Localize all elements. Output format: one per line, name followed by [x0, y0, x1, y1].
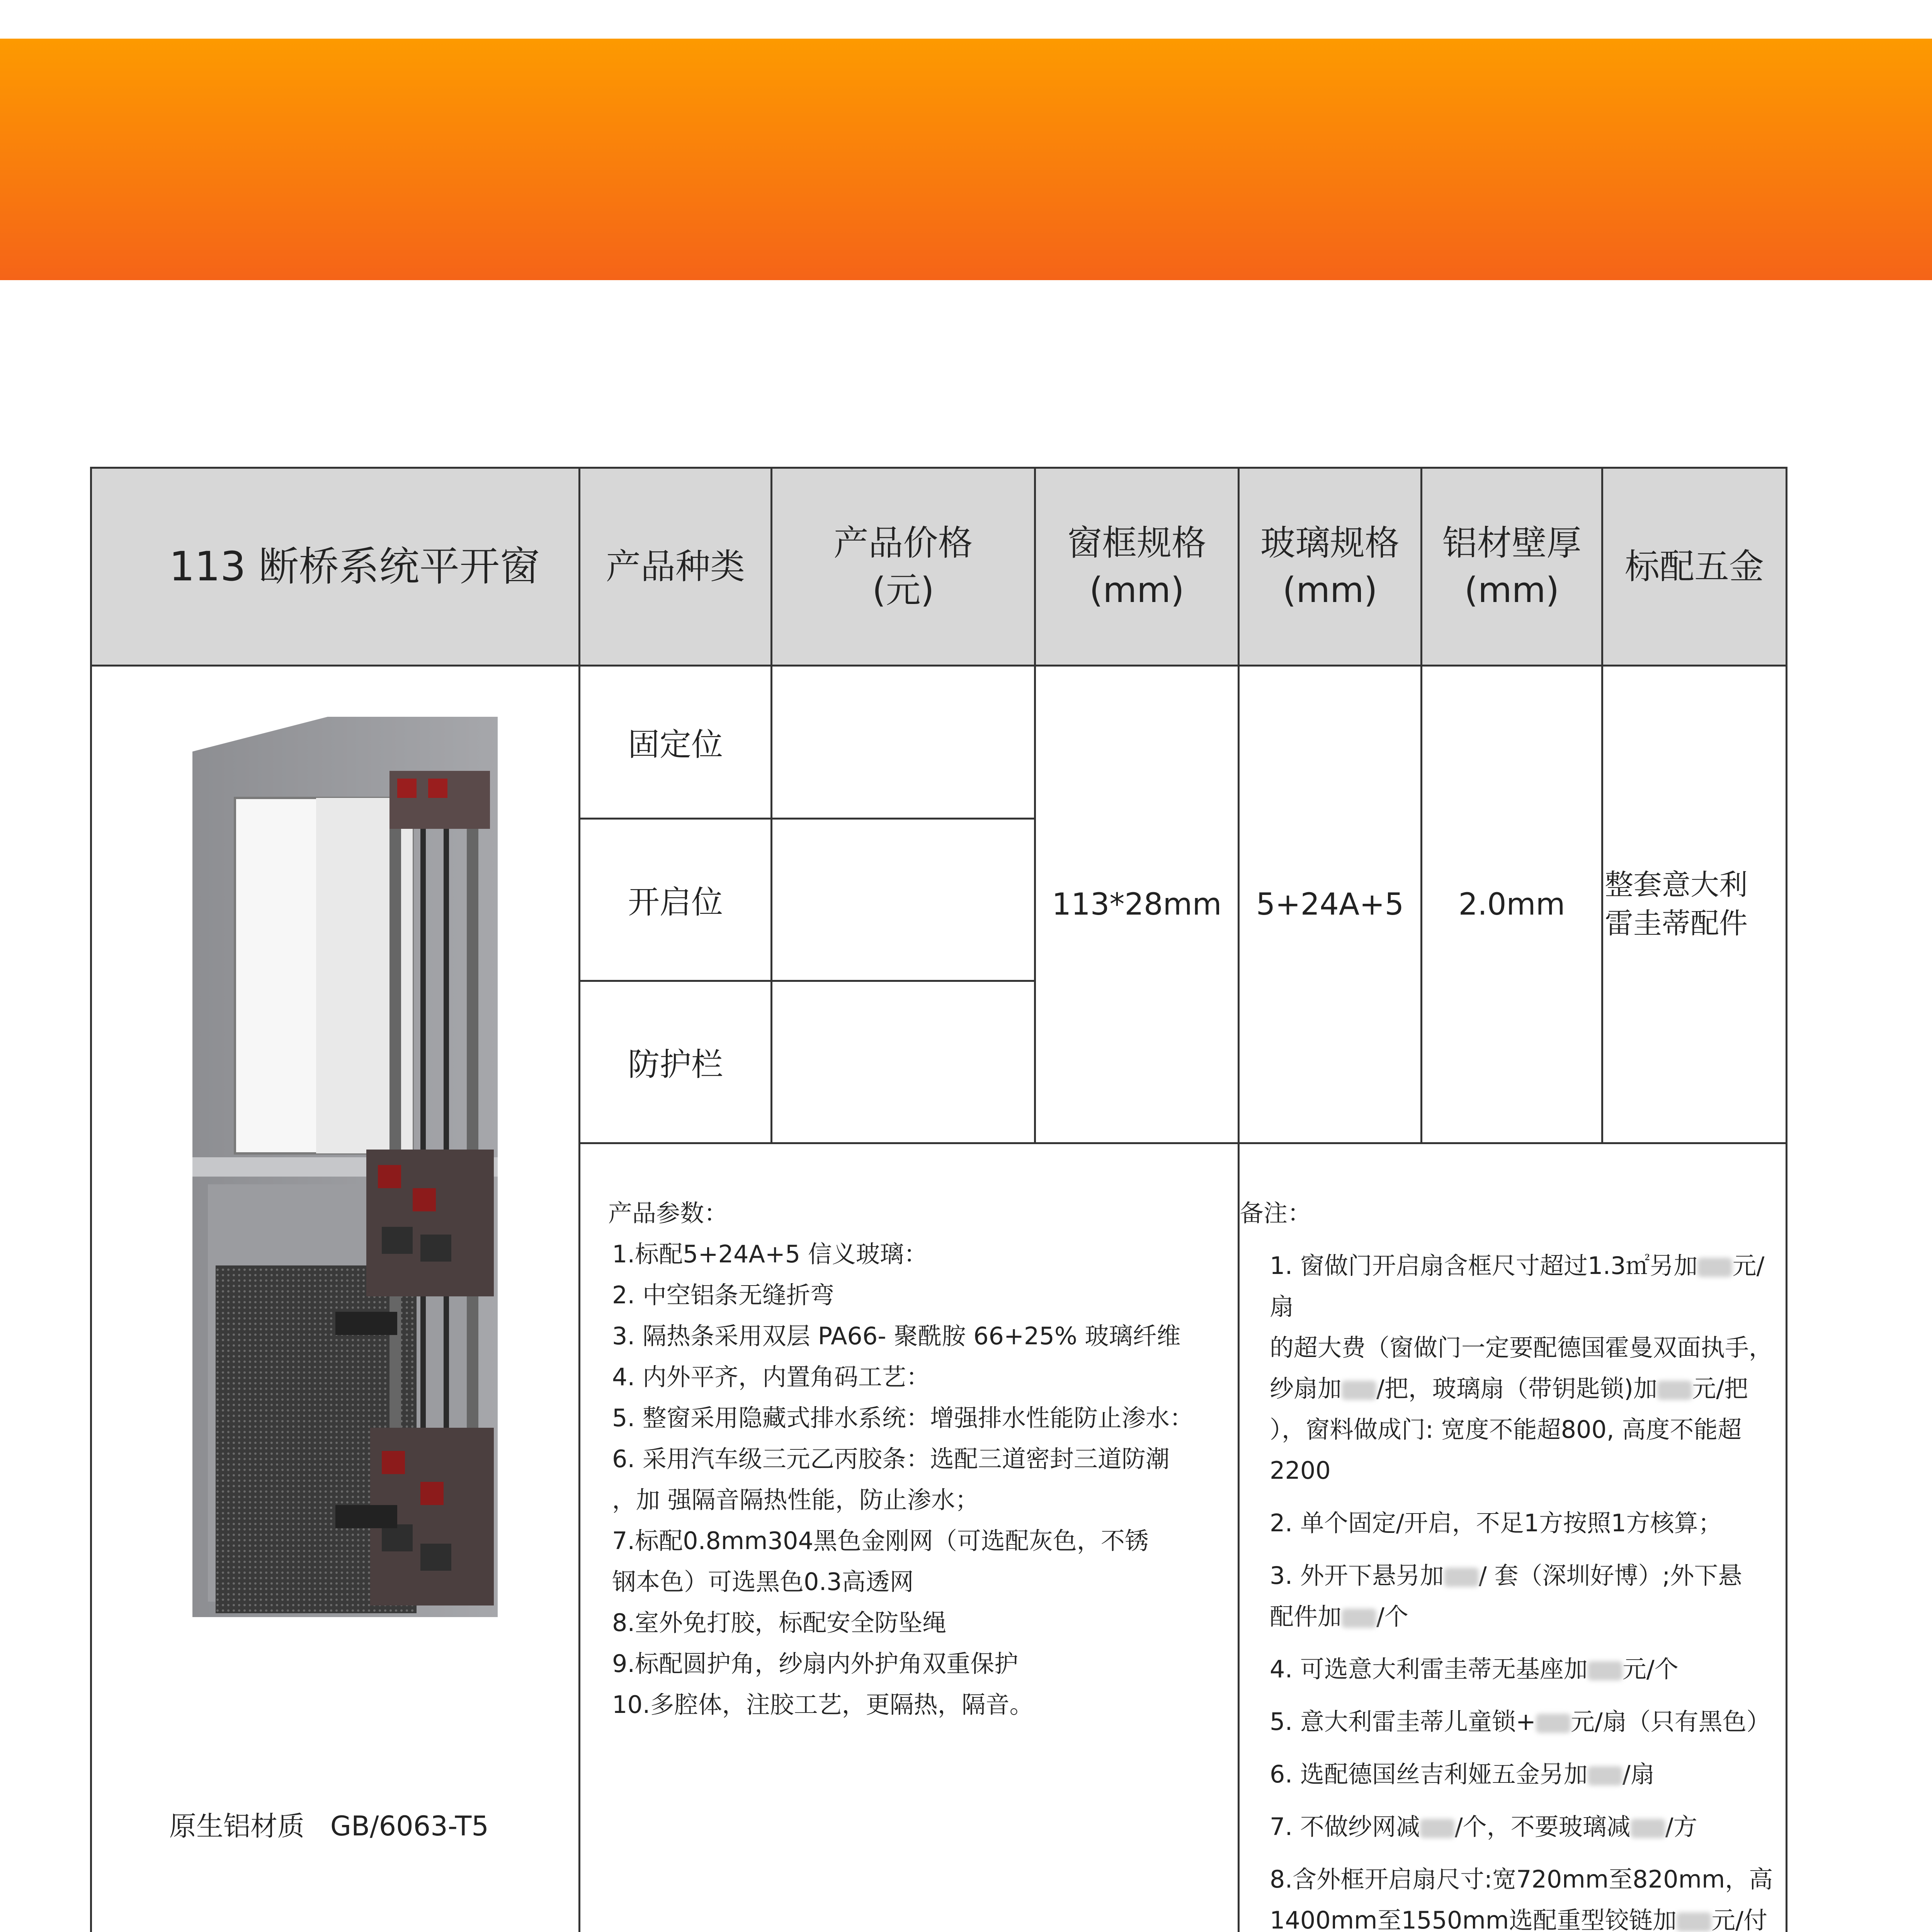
- remark-item: [1240, 1555, 1786, 1637]
- redacted-price: [1420, 1819, 1455, 1838]
- redacted-price: [1444, 1568, 1479, 1587]
- price-opening: [772, 819, 1035, 981]
- remark-item: 2. 单个固定/开启，不足1方按照1方核算；: [1270, 1509, 1722, 1537]
- remark-text: 6. 选配德国丝吉利娅五金另加: [1270, 1760, 1588, 1788]
- redacted-price: [1657, 1381, 1692, 1400]
- glass-spec-value: 5+24A+5: [1239, 666, 1422, 1143]
- remark-text: /扇: [1622, 1760, 1655, 1788]
- remark-item: [1240, 1245, 1786, 1491]
- param-item: 4. 内外平齐，内置角码工艺：: [612, 1363, 930, 1391]
- frame-spec-value: 113*28mm: [1035, 666, 1239, 1143]
- remark-item: [1240, 1701, 1786, 1742]
- product-spec-table: [90, 467, 1787, 1932]
- param-item: 7.标配0.8mm304黑色金刚网（可选配灰色，不锈: [612, 1527, 1149, 1555]
- category-fixed: 固定位: [580, 666, 772, 819]
- redacted-price: [1677, 1912, 1711, 1932]
- window-profile-image: [150, 694, 536, 1698]
- product-params-cell: [580, 1143, 1239, 1932]
- header-price: 产品价格 (元): [772, 468, 1035, 666]
- remark-text: /个: [1376, 1602, 1408, 1631]
- price-fixed: [772, 666, 1035, 819]
- param-item: 8.室外免打胶，标配安全防坠绳: [612, 1609, 947, 1637]
- param-item: 1.标配5+24A+5 信义玻璃：: [612, 1240, 928, 1268]
- remark-text: 元/扇: [1270, 1252, 1765, 1321]
- remark-text: / 套（深圳好博）;外下悬: [1478, 1561, 1742, 1590]
- category-opening: 开启位: [580, 819, 772, 981]
- header-glass-spec: 玻璃规格 (mm): [1239, 468, 1422, 666]
- table-row: [91, 666, 1787, 819]
- remark-item: [1240, 1806, 1786, 1847]
- product-title: 113 断桥系统平开窗: [91, 468, 580, 666]
- param-item: 10.多腔体，注胶工艺，更隔热，隔音。: [612, 1690, 1034, 1719]
- remark-text: 元/把: [1692, 1374, 1748, 1403]
- param-item: 6. 采用汽车级三元乙丙胶条：选配三道密封三道防潮: [612, 1445, 1170, 1473]
- redacted-price: [1342, 1381, 1376, 1400]
- remark-text: 元/个: [1622, 1655, 1679, 1683]
- remark-text: 元/付: [1711, 1906, 1768, 1932]
- param-item: 钢本色）可选黑色0.3高透网: [612, 1568, 914, 1596]
- remark-text: 配件加: [1270, 1602, 1342, 1631]
- remark-text: 的超大费（窗做门一定要配德国霍曼双面执手，: [1270, 1333, 1773, 1362]
- remark-item: [1240, 1754, 1786, 1795]
- remark-text: ），窗料做成门: 宽度不能超800, 高度不能超: [1270, 1415, 1742, 1444]
- top-orange-banner: [0, 39, 1932, 280]
- header-category: 产品种类: [580, 468, 772, 666]
- material-spec-label: 原生铝材质 GB/6063-T5: [169, 1810, 489, 1842]
- price-guardrail: [772, 981, 1035, 1143]
- param-item: ，加 强隔音隔热性能，防止渗水；: [612, 1486, 979, 1514]
- redacted-price: [1588, 1766, 1622, 1786]
- redacted-price: [1342, 1609, 1376, 1628]
- param-item: 5. 整窗采用隐藏式排水系统：增强排水性能防止渗水：: [612, 1404, 1194, 1432]
- remarks: [1240, 1144, 1786, 1932]
- param-item: 9.标配圆护角，纱扇内外护角双重保护: [612, 1650, 1019, 1678]
- remark-text: 1. 窗做门开启扇含框尺寸超过1.3㎡另加: [1270, 1252, 1698, 1280]
- remark-text: 1400mm至1550mm选配重型铰链加: [1270, 1906, 1677, 1932]
- remark-text: 4. 可选意大利雷圭蒂无基座加: [1270, 1655, 1588, 1683]
- remark-text: 纱扇加: [1270, 1374, 1342, 1403]
- wall-thickness-value: 2.0mm: [1422, 666, 1602, 1143]
- param-item: 2. 中空铝条无缝折弯: [612, 1281, 834, 1309]
- remark-item: [1240, 1649, 1786, 1690]
- product-params: [580, 1144, 1238, 1725]
- remark-text: 7. 不做纱网减: [1270, 1813, 1420, 1841]
- remarks-cell: [1239, 1143, 1787, 1932]
- header-wall-thickness: 铝材壁厚 (mm): [1422, 468, 1602, 666]
- header-frame-spec: 窗框规格 (mm): [1035, 468, 1239, 666]
- remark-text: 元/扇（只有黑色）: [1570, 1708, 1770, 1736]
- hardware-value: 整套意大利 雷圭蒂配件: [1602, 666, 1787, 1143]
- category-guardrail: 防护栏: [580, 981, 772, 1143]
- remark-text: /把，玻璃扇（带钥匙锁)加: [1376, 1374, 1658, 1403]
- remark-text: 8.含外框开启扇尺寸:宽720mm至820mm，高: [1270, 1865, 1773, 1893]
- redacted-price: [1697, 1258, 1732, 1277]
- remark-text: 2200: [1270, 1456, 1331, 1485]
- remarks-heading: 备注：: [1240, 1199, 1312, 1227]
- redacted-price: [1536, 1714, 1571, 1733]
- remark-item: [1240, 1859, 1786, 1932]
- header-hardware: 标配五金: [1602, 468, 1787, 666]
- remark-text: /个，不要玻璃减: [1454, 1813, 1631, 1841]
- remark-text: /方: [1665, 1813, 1697, 1841]
- table-header-row: [91, 468, 1787, 666]
- params-heading: 产品参数：: [608, 1199, 728, 1227]
- product-image-cell: [91, 666, 580, 1932]
- remark-text: 5. 意大利雷圭蒂儿童锁+: [1270, 1708, 1536, 1736]
- param-item: 3. 隔热条采用双层 PA66- 聚酰胺 66+25% 玻璃纤维: [612, 1322, 1181, 1350]
- redacted-price: [1631, 1819, 1665, 1838]
- remark-text: 3. 外开下悬另加: [1270, 1561, 1444, 1590]
- redacted-price: [1588, 1661, 1622, 1680]
